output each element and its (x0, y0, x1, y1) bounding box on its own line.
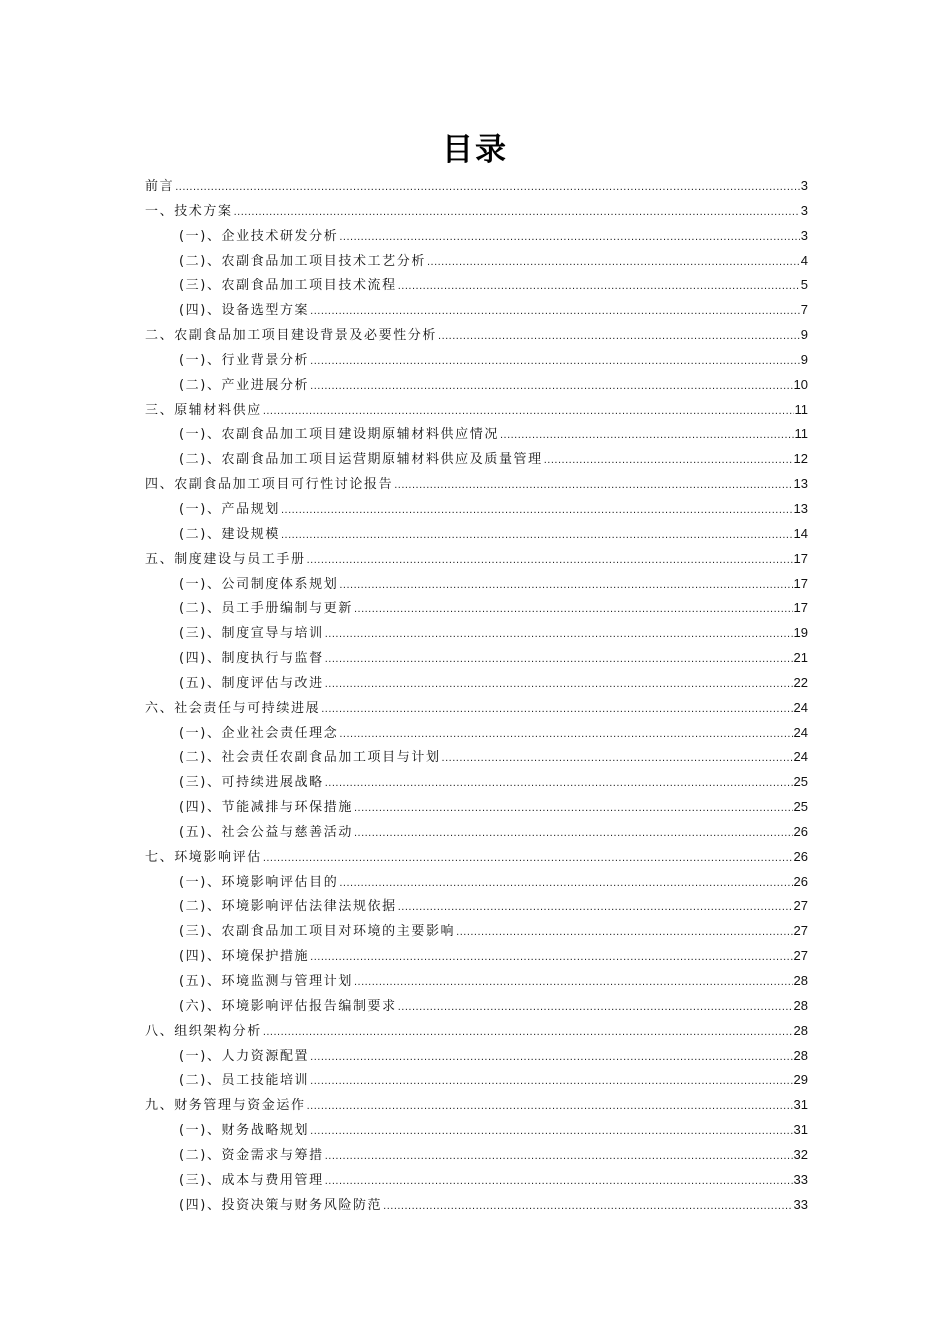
toc-subentry[interactable] (145, 224, 808, 249)
toc-dot-leader (175, 175, 800, 200)
toc-entry-label: (二)、环境影响评估法律法规依据 (179, 899, 397, 915)
toc-entry-label: (一)、产品规划 (179, 501, 280, 517)
toc-entry-label: (一)、人力资源配置 (179, 1048, 310, 1064)
toc-dot-leader (383, 1194, 792, 1219)
toc-dot-leader (438, 324, 800, 349)
toc-dot-leader (544, 448, 793, 473)
toc-subentry[interactable] (145, 1044, 808, 1069)
toc-entry-label: 五、制度建设与员工手册 (145, 551, 306, 567)
toc-subentry[interactable] (145, 621, 808, 646)
toc-entry-label: (二)、建设规模 (179, 526, 280, 542)
toc-entry-label: (四)、节能减排与环保措施 (179, 800, 353, 816)
toc-entry-label: (三)、成本与费用管理 (179, 1172, 324, 1188)
toc-subentry[interactable] (145, 348, 808, 373)
toc-subentry[interactable] (145, 969, 808, 994)
toc-entry-label: (六)、环境影响评估报告编制要求 (179, 998, 397, 1014)
toc-subentry[interactable] (145, 1168, 808, 1193)
toc-entry-label: (一)、环境影响评估目的 (179, 874, 339, 890)
toc-entry-label: (一)、行业背景分析 (179, 352, 310, 368)
toc-dot-leader (325, 647, 793, 672)
toc-page-number: 33 (793, 1171, 808, 1187)
toc-page-number: 14 (793, 525, 808, 541)
toc-entry-label: (三)、可持续进展战略 (179, 775, 324, 791)
toc-subentry[interactable] (145, 422, 808, 447)
toc-dot-leader (500, 423, 794, 448)
toc-subentry[interactable] (145, 373, 808, 398)
toc-page-number: 31 (793, 1097, 808, 1113)
toc-entry[interactable] (145, 696, 808, 721)
toc-dot-leader (325, 622, 793, 647)
toc-entry-label: (二)、资金需求与筹措 (179, 1147, 324, 1163)
toc-subentry[interactable] (145, 497, 808, 522)
toc-entry-label: (三)、制度宣导与培训 (179, 626, 324, 642)
toc-page-number: 12 (793, 451, 808, 467)
toc-page-number: 27 (793, 923, 808, 939)
toc-dot-leader (354, 821, 793, 846)
toc-page-number: 3 (800, 178, 808, 193)
toc-subentry[interactable] (145, 944, 808, 969)
toc-page-number: 4 (800, 252, 808, 268)
toc-subentry[interactable] (145, 1143, 808, 1168)
toc-entry-label: (四)、环境保护措施 (179, 949, 310, 965)
toc-entry-label: (五)、制度评估与改进 (179, 675, 324, 691)
toc-page-number: 5 (800, 277, 808, 293)
toc-subentry[interactable] (145, 671, 808, 696)
toc-page-number: 31 (793, 1122, 808, 1138)
toc-dot-leader (354, 597, 793, 622)
toc-entry[interactable] (145, 547, 808, 572)
toc-page-number: 27 (793, 948, 808, 964)
toc-entry-label: 一、技术方案 (145, 203, 233, 219)
toc-dot-leader (325, 1169, 793, 1194)
toc-page-number: 26 (793, 873, 808, 889)
toc-dot-leader (310, 374, 792, 399)
toc-dot-leader (325, 771, 793, 796)
toc-entry-label: (五)、环境监测与管理计划 (179, 974, 353, 989)
toc-subentry[interactable] (145, 522, 808, 547)
toc-entry-label: (一)、农副食品加工项目建设期原辅材料供应情况 (179, 427, 499, 443)
toc-page-number: 24 (793, 724, 808, 740)
toc-dot-leader (281, 498, 793, 523)
toc-page-number: 24 (793, 749, 808, 765)
toc-entry-label: (一)、企业社会责任理念 (179, 725, 339, 741)
toc-dot-leader (307, 1094, 793, 1119)
toc-subentry[interactable] (145, 596, 808, 621)
toc-dot-leader (354, 796, 793, 821)
toc-dot-leader (339, 871, 792, 896)
toc-dot-leader (325, 672, 793, 697)
toc-entry-label: (三)、农副食品加工项目对环境的主要影响 (179, 924, 456, 940)
toc-entry[interactable] (145, 1093, 808, 1118)
toc-page-number: 13 (793, 476, 808, 492)
toc-page-number: 17 (793, 575, 808, 591)
toc-entry[interactable] (145, 1019, 808, 1044)
toc-subentry[interactable] (145, 298, 808, 323)
page-title: 目录 (442, 132, 508, 168)
toc-page-number: 13 (793, 500, 808, 516)
toc-dot-leader (339, 722, 792, 747)
toc-page-number: 28 (793, 997, 808, 1013)
toc-page-number: 7 (800, 302, 808, 318)
toc-page-number: 25 (793, 799, 808, 815)
toc-page-number: 27 (793, 898, 808, 914)
toc-subentry[interactable] (145, 572, 808, 597)
toc-entry-label: 四、农副食品加工项目可行性讨论报告 (145, 477, 394, 493)
toc-subentry[interactable] (145, 795, 808, 820)
toc-entry-label: (四)、设备选型方案 (179, 303, 310, 319)
toc-entry-label: (二)、社会责任农副食品加工项目与计划 (179, 750, 441, 766)
toc-subentry[interactable] (145, 894, 808, 919)
toc-dot-leader (427, 250, 800, 275)
toc-dot-leader (310, 1069, 792, 1094)
toc-dot-leader (263, 399, 794, 424)
toc-subentry[interactable] (145, 249, 808, 274)
toc-entry-label: (三)、农副食品加工项目技术流程 (179, 278, 397, 294)
toc-dot-leader (234, 200, 800, 225)
toc-page-number: 22 (793, 674, 808, 690)
toc-subentry[interactable] (145, 1118, 808, 1143)
toc-page-number: 17 (793, 600, 808, 616)
toc-dot-leader (394, 473, 792, 498)
toc-subentry[interactable] (145, 994, 808, 1019)
toc-dot-leader (310, 1045, 792, 1070)
toc-entry-label: 二、农副食品加工项目建设背景及必要性分析 (145, 328, 438, 344)
toc-page-number: 26 (793, 848, 808, 864)
toc-entry-label: 三、原辅材料供应 (145, 402, 262, 418)
toc-entry-label: (二)、员工手册编制与更新 (179, 601, 353, 617)
toc-dot-leader (354, 970, 793, 995)
toc-dot-leader (456, 920, 792, 945)
toc-dot-leader (339, 573, 792, 598)
toc-subentry[interactable] (145, 770, 808, 795)
table-of-contents (145, 174, 808, 1217)
toc-entry-label: (四)、投资决策与财务风险防范 (179, 1197, 383, 1213)
toc-dot-leader (325, 1144, 793, 1169)
toc-dot-leader (398, 995, 793, 1020)
toc-entry-label: (一)、财务战略规划 (179, 1123, 310, 1139)
toc-page-number: 10 (793, 376, 808, 392)
toc-entry-label: 九、财务管理与资金运作 (145, 1098, 306, 1114)
toc-entry[interactable] (145, 845, 808, 870)
toc-entry[interactable] (145, 323, 808, 348)
toc-subentry[interactable] (145, 745, 808, 770)
toc-entry-label: (二)、农副食品加工项目运营期原辅材料供应及质量管理 (179, 452, 543, 468)
toc-entry-label: (二)、农副食品加工项目技术工艺分析 (179, 253, 426, 269)
toc-page-number: 32 (793, 1146, 808, 1162)
toc-page-number: 11 (794, 401, 808, 417)
toc-dot-leader (310, 945, 792, 970)
toc-subentry[interactable] (145, 870, 808, 895)
toc-dot-leader (310, 349, 800, 374)
toc-page-number: 33 (793, 1196, 808, 1212)
toc-entry-label: (二)、产业进展分析 (179, 377, 310, 393)
toc-entry-label: 七、环境影响评估 (145, 849, 262, 865)
toc-page-number: 3 (800, 227, 808, 243)
toc-subentry[interactable] (145, 721, 808, 746)
toc-subentry[interactable] (145, 447, 808, 472)
toc-page-number: 29 (793, 1072, 808, 1088)
toc-page-number: 25 (793, 774, 808, 790)
toc-subentry[interactable] (145, 1193, 808, 1218)
toc-entry[interactable] (145, 472, 808, 497)
toc-dot-leader (442, 746, 793, 771)
toc-page-number: 17 (793, 550, 808, 566)
toc-dot-leader (263, 1020, 793, 1045)
toc-entry-label: (二)、员工技能培训 (179, 1073, 310, 1089)
toc-subentry[interactable] (145, 273, 808, 298)
toc-subentry[interactable] (145, 820, 808, 845)
toc-entry-label: 六、社会责任与可持续进展 (145, 700, 321, 716)
toc-entry[interactable] (145, 398, 808, 423)
toc-dot-leader (398, 895, 793, 920)
toc-page-number: 21 (793, 650, 808, 666)
toc-subentry[interactable] (145, 919, 808, 944)
toc-dot-leader (310, 1119, 792, 1144)
toc-dot-leader (263, 846, 793, 871)
toc-page-number: 19 (793, 625, 808, 641)
toc-page-number: 28 (793, 1047, 808, 1063)
toc-dot-leader (310, 299, 800, 324)
toc-entry-label: (一)、公司制度体系规划 (179, 576, 339, 592)
toc-dot-leader (339, 225, 799, 250)
toc-entry[interactable] (145, 174, 808, 199)
toc-entry-label: 八、组织架构分析 (145, 1023, 262, 1039)
toc-dot-leader (321, 697, 792, 722)
toc-page-number: 9 (800, 327, 808, 343)
toc-dot-leader (398, 274, 800, 299)
toc-entry-label: (五)、社会公益与慈善活动 (179, 824, 353, 840)
toc-page-number: 26 (793, 823, 808, 839)
toc-page-number: 9 (800, 351, 808, 367)
toc-subentry[interactable] (145, 1068, 808, 1093)
toc-entry[interactable] (145, 199, 808, 224)
toc-page-number: 24 (793, 699, 808, 715)
toc-entry-label: (一)、企业技术研发分析 (179, 228, 339, 244)
toc-dot-leader (307, 548, 793, 573)
toc-page-number: 11 (794, 426, 808, 442)
toc-dot-leader (281, 523, 793, 548)
toc-page-number: 28 (793, 973, 808, 988)
toc-entry-label: (四)、制度执行与监督 (179, 651, 324, 667)
toc-subentry[interactable] (145, 646, 808, 671)
toc-entry-label: 前言 (145, 179, 175, 194)
toc-page-number: 3 (800, 202, 808, 218)
toc-page-number: 28 (793, 1022, 808, 1038)
